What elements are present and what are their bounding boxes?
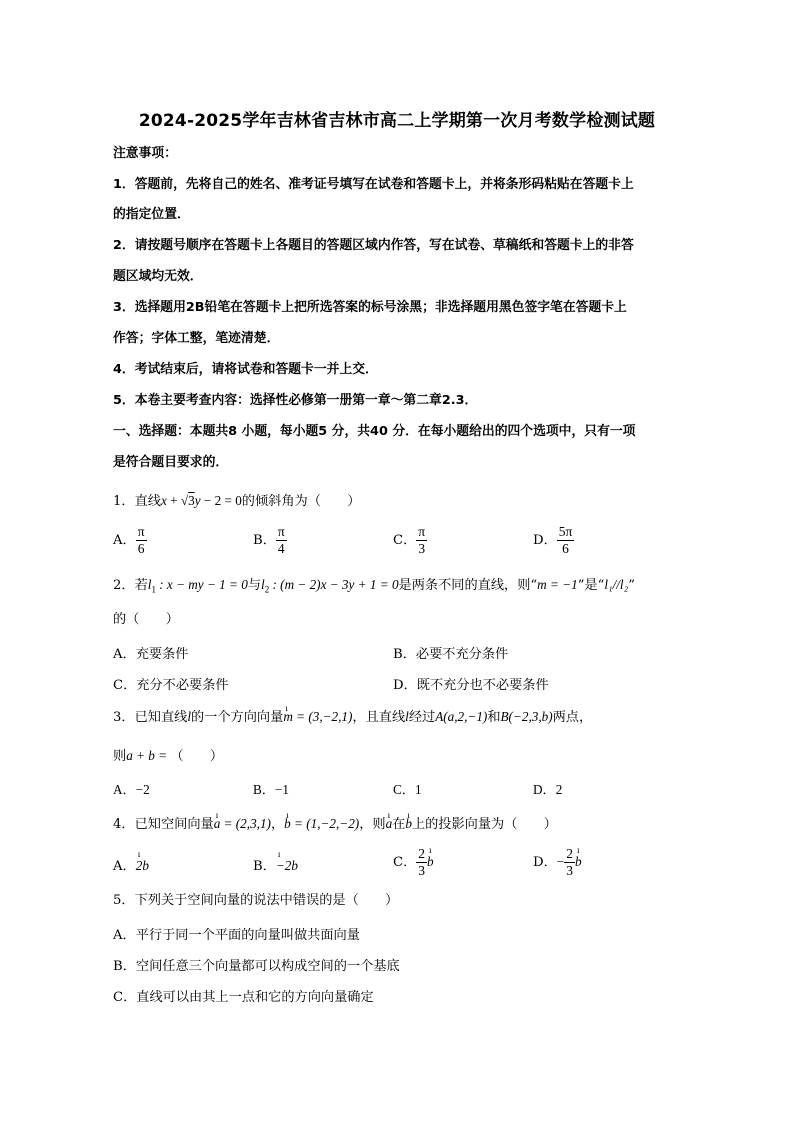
sqrt-sign: √: [180, 493, 189, 508]
question-5-option-b[interactable]: B．空间任意三个向量都可以构成空间的一个基底: [113, 959, 400, 974]
question-5-option-a[interactable]: A．平行于同一个平面的向量叫做共面向量: [113, 928, 360, 943]
question-5-option-c[interactable]: C．直线可以由其上一点和它的方向向量确定: [113, 990, 374, 1005]
notice-item-2-line-2: 题区域均无效．: [113, 269, 203, 284]
question-2-option-c[interactable]: C．充分不必要条件: [113, 678, 229, 693]
question-3-option-a[interactable]: A．−2: [113, 782, 150, 797]
question-2-stem: 2．若$l_1$ : x − my − 1 = 0与$l_2$ : (m − 2)x − 3y + 1 = 0是两条不同的直线，则“m = −1”是“l₁//l₂”: [113, 577, 635, 595]
notice-item-3-line-1: 3．选择题用2B铅笔在答题卡上把所选答案的标号涂黑；非选择题用黑色签字笔在答题卡上: [113, 300, 627, 315]
question-5-stem: 5．下列关于空间向量的说法中错误的是（ ）: [113, 893, 399, 908]
question-4-option-b[interactable]: B．ı −2b: [253, 855, 298, 874]
question-1-option-c[interactable]: C． $\frac{\pi}{3}$: [393, 524, 426, 556]
notice-item-4: 4．考试结束后，请将试卷和答题卡一并上交．: [113, 362, 378, 377]
question-1-option-b[interactable]: B． $\frac{\pi}{4}$: [253, 524, 285, 556]
question-3-option-b[interactable]: B．−1: [253, 782, 290, 797]
question-1-option-a[interactable]: A． $\frac{\pi}{6}$: [113, 524, 145, 556]
section-heading-line-2: 是符合题目要求的．: [113, 455, 229, 470]
page-title: 2024-2025学年吉林省吉林市高二上学期第一次月考数学检测试题: [138, 111, 656, 131]
notice-item-1-line-1: 1．答题前，先将自己的姓名、准考证号填写在试卷和答题卡上，并将条形码粘贴在答题卡上: [113, 177, 634, 192]
section-heading-line-1: 一、选择题：本题共8 小题，每小题5 分，共40 分．在每小题给出的四个选项中，只有一项: [113, 424, 636, 439]
question-3-option-c[interactable]: C．1: [393, 782, 422, 797]
question-2-stem-line-2: 的（ ）: [113, 612, 179, 627]
question-3-option-d[interactable]: D．2: [533, 782, 563, 797]
question-1-option-d[interactable]: D． $\frac{5\pi}{6}$: [533, 524, 573, 556]
question-4-stem: 4．已知空间向量ı a = (2,3,1)，ı b = (1,−2,−2)，则ı a在ı b上的投影向量为（ ）: [113, 815, 557, 834]
question-4-option-a[interactable]: A．ı 2b: [113, 855, 149, 874]
question-3-stem: 3．已知直线l的一个方向向量ı m = (3,−2,1)，且直线l经过A(a,2,−1)和B(−2,3,b)两点，: [113, 708, 592, 727]
question-1-stem: 1．直线x + √3y − 2 = 0的倾斜角为（ ）: [113, 493, 361, 509]
notice-item-5: 5．本卷主要考查内容：选择性必修第一册第一章～第二章2.3．: [113, 393, 478, 408]
question-4-option-c[interactable]: C． $\frac{2}{3}$ ı b: [393, 846, 434, 879]
notice-item-2-line-1: 2．请按题号顺序在答题卡上各题目的答题区域内作答，写在试卷、草稿纸和答题卡上的非答: [113, 238, 634, 253]
question-2-option-a[interactable]: A．充要条件: [113, 647, 189, 662]
question-2-option-b[interactable]: B．必要不充分条件: [393, 647, 509, 662]
question-4-option-d[interactable]: D．− $\frac{2}{3}$ ı b: [533, 846, 582, 879]
notice-heading: 注意事项：: [113, 146, 177, 161]
question-3-stem-line-2: 则a + b = （ ）: [113, 748, 224, 764]
notice-item-1-line-2: 的指定位置．: [113, 207, 190, 222]
question-2-option-d[interactable]: D．既不充分也不必要条件: [393, 678, 549, 693]
notice-item-3-line-2: 作答；字体工整，笔迹清楚．: [113, 331, 280, 346]
